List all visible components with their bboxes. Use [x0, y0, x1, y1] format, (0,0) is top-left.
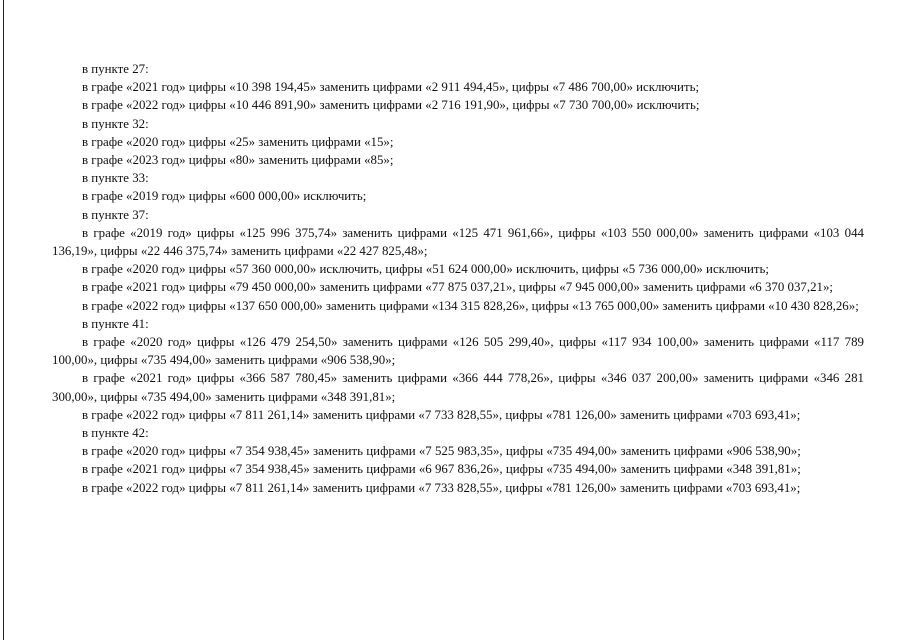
- amendment-paragraph: в графе «2022 год» цифры «137 650 000,00» заменить цифрами «134 315 828,26», цифры «13 765 000,00» заменить цифрами «10 430 828,26»;: [82, 298, 859, 313]
- document-body: [52, 60, 864, 497]
- amendment-paragraph: в графе «2019 год» цифры «125 996 375,74» заменить цифрами «125 471 961,66», цифры «103 550 000,00» заменить цифрами «103 044 136,19», цифры «22 446 375,74» заменить цифрами «22 427 825,48»;: [52, 225, 864, 259]
- amendment-paragraph: в графе «2020 год» цифры «57 360 000,00» исключить, цифры «51 624 000,00» исключить, цифры «5 736 000,00» исключить;: [82, 262, 769, 277]
- section-heading-32: в пункте 32:: [82, 116, 149, 131]
- amendment-paragraph: в графе «2021 год» цифры «79 450 000,00» заменить цифрами «77 875 037,21», цифры «7 945 000,00» заменить цифрами «6 370 037,21»;: [82, 280, 833, 295]
- amendment-paragraph: в графе «2021 год» цифры «366 587 780,45» заменить цифрами «366 444 778,26», цифры «346 037 200,00» заменить цифрами «346 281 300,00», цифры «735 494,00» заменить цифрами «348 391,81»;: [52, 371, 864, 404]
- amendment-paragraph: в графе «2022 год» цифры «7 811 261,14» заменить цифрами «7 733 828,55», цифры «781 126,00» заменить цифрами «703 693,41»;: [82, 480, 801, 495]
- section-heading-33: в пункте 33:: [82, 171, 149, 186]
- amendment-paragraph: в графе «2021 год» цифры «7 354 938,45» заменить цифрами «6 967 836,26», цифры «735 494,00» заменить цифрами «348 391,81»;: [82, 462, 801, 477]
- page-left-edge: [3, 0, 4, 640]
- amendment-paragraph: в графе «2021 год» цифры «10 398 194,45» заменить цифрами «2 911 494,45», цифры «7 486 700,00» исключить;: [82, 80, 700, 95]
- amendment-paragraph: в графе «2022 год» цифры «7 811 261,14» заменить цифрами «7 733 828,55», цифры «781 126,00» заменить цифрами «703 693,41»;: [82, 407, 801, 422]
- section-heading-41: в пункте 41:: [82, 316, 149, 331]
- amendment-paragraph: в графе «2020 год» цифры «7 354 938,45» заменить цифрами «7 525 983,35», цифры «735 494,00» заменить цифрами «906 538,90»;: [82, 444, 801, 459]
- amendment-paragraph: в графе «2020 год» цифры «126 479 254,50» заменить цифрами «126 505 299,40», цифры «117 934 100,00» заменить цифрами «117 789 100,00», цифры «735 494,00» заменить цифрами «906 538,90»;: [52, 335, 864, 368]
- section-heading-27: в пункте 27:: [82, 62, 149, 76]
- section-heading-37: в пункте 37:: [82, 207, 149, 222]
- amendment-paragraph: в графе «2019 год» цифры «600 000,00» исключить;: [82, 189, 367, 204]
- amendment-paragraph: в графе «2023 год» цифры «80» заменить цифрами «85»;: [82, 153, 394, 168]
- section-heading-42: в пункте 42:: [82, 426, 149, 441]
- amendment-paragraph: в графе «2022 год» цифры «10 446 891,90» заменить цифрами «2 716 191,90», цифры «7 730 700,00» исключить;: [82, 98, 700, 113]
- amendment-paragraph: в графе «2020 год» цифры «25» заменить цифрами «15»;: [82, 134, 394, 149]
